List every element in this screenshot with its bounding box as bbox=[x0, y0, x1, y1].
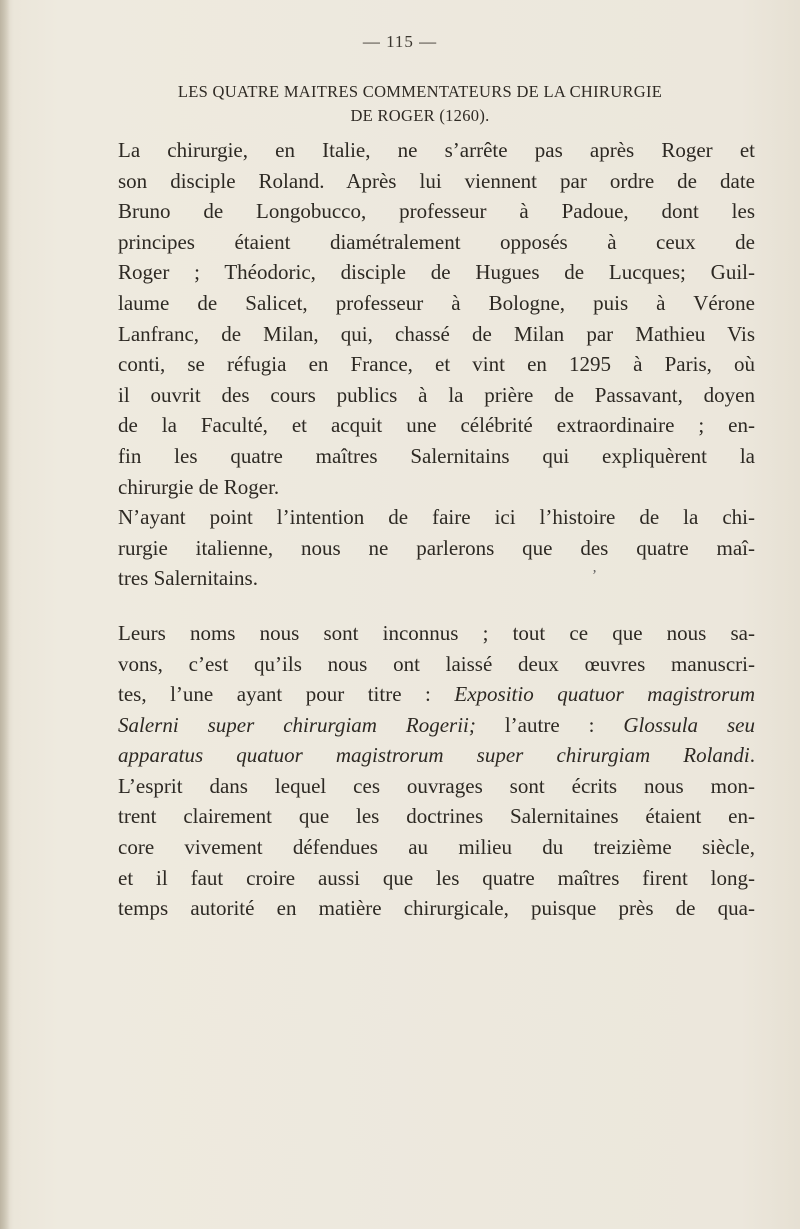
body-text bbox=[80, 135, 755, 924]
text-line: conti, se réfugia en France, et vint en 1295 à Paris, où bbox=[118, 352, 755, 377]
text-line: Leurs noms nous sont inconnus ; tout ce que nous sa- bbox=[118, 620, 755, 645]
text-run: . bbox=[749, 743, 755, 768]
section-heading-line-1: LES QUATRE MAITRES COMMENTATEURS DE LA CHIRURGIE bbox=[177, 82, 663, 101]
text-run: l’autre : bbox=[475, 712, 624, 737]
text-run: tes, l’une ayant pour titre : bbox=[118, 682, 455, 707]
paragraph-2 bbox=[80, 502, 755, 594]
text-line-mixed bbox=[80, 679, 755, 710]
text-line: rurgie italienne, nous ne parlerons que des quatre maî- bbox=[118, 535, 755, 560]
latin-title-1-cont: Salerni super chirurgiam Rogerii; bbox=[118, 712, 476, 737]
text-line: laume de Salicet, professeur à Bologne, puis à Vérone bbox=[118, 290, 755, 315]
binding-shadow bbox=[0, 0, 10, 1229]
text-line: fin les quatre maîtres Salernitains qui expliquèrent la bbox=[118, 443, 755, 468]
text-line: son disciple Roland. Après lui viennent par ordre de date bbox=[118, 168, 755, 193]
text-line-mixed bbox=[80, 710, 755, 741]
text-line: L’esprit dans lequel ces ouvrages sont écrits nous mon- bbox=[118, 773, 755, 798]
text-line: et il faut croire aussi que les quatre maîtres firent long- bbox=[118, 865, 755, 890]
text-line: tres Salernitains. bbox=[118, 566, 258, 591]
text-line: il ouvrit des cours publics à la prière de Passavant, doyen bbox=[118, 382, 755, 407]
page-number: — 115 — bbox=[362, 32, 438, 51]
section-heading bbox=[60, 80, 780, 128]
stray-print-mark: ʼ bbox=[592, 568, 597, 584]
latin-title-2-cont: apparatus quatuor magistrorum super chirurgiam Rolandi bbox=[118, 743, 750, 768]
text-line: temps autorité en matière chirurgicale, puisque près de qua- bbox=[118, 896, 755, 921]
text-line: principes étaient diamétralement opposés à ceux de bbox=[118, 229, 755, 254]
text-line: chirurgie de Roger. bbox=[118, 474, 280, 499]
text-line: de la Faculté, et acquit une célébrité extraordinaire ; en- bbox=[118, 413, 755, 438]
latin-title-2: Glossula seu bbox=[623, 712, 755, 737]
text-line: core vivement défendues au milieu du treizième siècle, bbox=[118, 835, 755, 860]
text-line: La chirurgie, en Italie, ne s’arrête pas après Roger et bbox=[118, 138, 755, 162]
text-line: N’ayant point l’intention de faire ici l’histoire de la chi- bbox=[118, 505, 755, 530]
latin-title-1: Expositio quatuor magistrorum bbox=[454, 682, 755, 707]
text-line: Lanfranc, de Milan, qui, chassé de Milan par Mathieu Vis bbox=[118, 321, 755, 346]
paragraph-3 bbox=[80, 618, 755, 924]
text-line-mixed bbox=[80, 740, 755, 771]
text-line: trent clairement que les doctrines Salernitaines étaient en- bbox=[118, 804, 755, 829]
text-line: Roger ; Théodoric, disciple de Hugues de Lucques; Guil- bbox=[118, 260, 755, 285]
section-heading-line-2: DE ROGER (1260). bbox=[350, 106, 490, 125]
text-line: Bruno de Longobucco, professeur à Padoue, dont les bbox=[118, 199, 755, 224]
text-line: vons, c’est qu’ils nous ont laissé deux œuvres manuscri- bbox=[118, 651, 755, 676]
paragraph-1 bbox=[80, 135, 755, 502]
